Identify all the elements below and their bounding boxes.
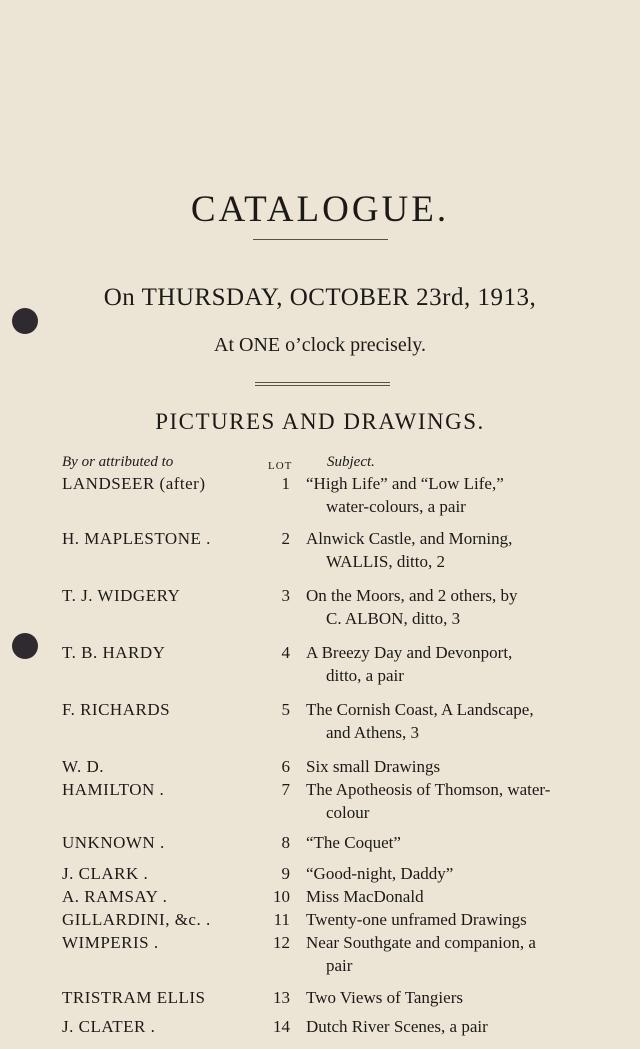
lot-subject-line: Alnwick Castle, and Morning, bbox=[306, 529, 513, 548]
section-heading: PICTURES AND DRAWINGS. bbox=[155, 409, 485, 434]
lot-subject bbox=[306, 778, 588, 824]
lot-subject-line: Two Views of Tangiers bbox=[306, 988, 463, 1007]
lot-subject bbox=[306, 527, 588, 573]
lot-artist: H. MAPLESTONE . bbox=[62, 529, 211, 548]
lot-subject bbox=[306, 885, 588, 908]
lot-subject-line: A Breezy Day and Devonport, bbox=[306, 643, 513, 662]
lot-subject-line: “High Life” and “Low Life,” bbox=[306, 474, 504, 493]
lot-subject bbox=[306, 698, 588, 744]
column-header-lot: LOT bbox=[268, 460, 293, 472]
lot-number: 14 bbox=[273, 1017, 290, 1036]
lot-subject bbox=[306, 641, 588, 687]
lot-subject bbox=[306, 862, 588, 885]
lot-number: 9 bbox=[281, 864, 290, 883]
lot-artist: J. CLATER . bbox=[62, 1017, 156, 1036]
lot-subject-line: Six small Drawings bbox=[306, 757, 441, 776]
lot-artist: UNKNOWN . bbox=[62, 833, 165, 852]
lot-number: 7 bbox=[281, 780, 290, 799]
lot-number: 13 bbox=[273, 988, 290, 1007]
lot-subject bbox=[306, 1015, 588, 1038]
lot-subject bbox=[306, 472, 588, 518]
lot-subject-line: “Good-night, Daddy” bbox=[306, 864, 454, 883]
lot-artist: HAMILTON . bbox=[62, 780, 165, 799]
lot-number: 3 bbox=[281, 586, 290, 605]
sale-date: On THURSDAY, OCTOBER 23rd, 1913, bbox=[103, 284, 537, 311]
lot-subject bbox=[306, 986, 588, 1009]
column-header-artist: By or attributed to bbox=[62, 454, 174, 470]
lot-artist: F. RICHARDS bbox=[62, 700, 171, 719]
lot-subject-continuation: WALLIS, ditto, 2 bbox=[326, 552, 445, 571]
lot-number: 10 bbox=[273, 887, 290, 906]
lot-subject-line: Twenty-one unframed Drawings bbox=[306, 910, 527, 929]
lot-subject-continuation: colour bbox=[326, 803, 370, 822]
lot-subject-line: On the Moors, and 2 others, by bbox=[306, 586, 518, 605]
lot-artist: J. CLARK . bbox=[62, 864, 149, 883]
sale-time: At ONE o’clock precisely. bbox=[214, 334, 426, 356]
lot-subject-continuation: C. ALBON, ditto, 3 bbox=[326, 609, 461, 628]
lot-artist: W. D. bbox=[62, 757, 105, 776]
lot-subject-continuation: and Athens, 3 bbox=[326, 723, 420, 742]
lot-number: 12 bbox=[273, 933, 290, 952]
time-rule bbox=[255, 382, 390, 386]
lot-subject-line: “The Coquet” bbox=[306, 833, 401, 852]
lot-subject-line: Dutch River Scenes, a pair bbox=[306, 1017, 488, 1036]
lot-number: 5 bbox=[281, 700, 290, 719]
lot-number: 6 bbox=[281, 757, 290, 776]
lot-number: 1 bbox=[281, 474, 290, 493]
lot-number: 4 bbox=[281, 643, 290, 662]
lot-subject-line: The Cornish Coast, A Landscape, bbox=[306, 700, 534, 719]
lot-artist: WIMPERIS . bbox=[62, 933, 159, 952]
lot-artist: GILLARDINI, &c. . bbox=[62, 910, 211, 929]
lot-subject bbox=[306, 908, 588, 931]
lot-number: 8 bbox=[281, 833, 290, 852]
lot-number: 11 bbox=[273, 910, 290, 929]
lot-subject bbox=[306, 931, 588, 977]
title-rule bbox=[253, 239, 388, 240]
lot-subject-line: Miss MacDonald bbox=[306, 887, 424, 906]
lot-subject-line: The Apotheosis of Thomson, water- bbox=[306, 780, 551, 799]
lot-subject-continuation: water-colours, a pair bbox=[326, 497, 466, 516]
lot-artist: LANDSEER (after) bbox=[62, 474, 206, 493]
lot-artist: T. B. HARDY bbox=[62, 643, 166, 662]
lot-number: 2 bbox=[281, 529, 290, 548]
lot-artist: T. J. WIDGERY bbox=[62, 586, 181, 605]
lot-artist: A. RAMSAY . bbox=[62, 887, 168, 906]
lot-subject bbox=[306, 755, 588, 778]
page-title: CATALOGUE. bbox=[190, 189, 450, 230]
lot-subject-continuation: pair bbox=[326, 956, 353, 975]
punch-hole-bottom bbox=[12, 633, 38, 659]
column-header-subject: Subject. bbox=[327, 454, 375, 470]
lot-subject bbox=[306, 584, 588, 630]
lot-subject bbox=[306, 831, 588, 854]
lot-artist: TRISTRAM ELLIS bbox=[62, 988, 206, 1007]
lot-subject-line: Near Southgate and companion, a bbox=[306, 933, 536, 952]
lot-subject-continuation: ditto, a pair bbox=[326, 666, 404, 685]
